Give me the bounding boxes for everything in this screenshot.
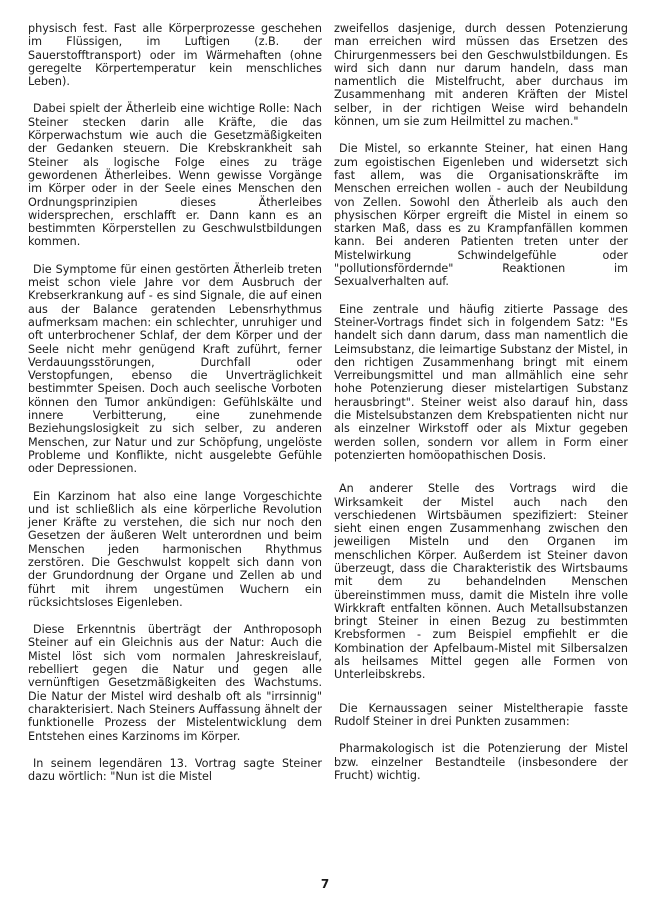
right-column bbox=[334, 22, 628, 796]
paragraph-mistletoe-egoism: Die Mistel, so erkannte Steiner, hat einen Hang zum egoistischen Eigenleben und widersetzt sich fast allem, was die Organisationskräfte im Menschen erreichen wollen - auch der Neubildung von Zellen. Sowohl den Ätherleib als auch den physischen Körper ergreift die Mistel in einem so starken Maß, dass es zu Krampfanfällen kommen kann. Bei anderen Patienten treten unter der Mistelwirkung Schwindelgefühle oder "pollutionsfördernde" Reaktionen im Sexualverhalten auf. bbox=[334, 142, 628, 289]
paragraph-pharmacological: Pharmakologisch ist die Potenzierung der Mistel bzw. einzelner Bestandteile (insbesondere der Frucht) wichtig. bbox=[334, 742, 628, 782]
paragraph-symptoms: Die Symptome für einen gestörten Ätherleib treten meist schon viele Jahre vor dem Ausbruch der Krebserkrankung auf - es sind Signale, die auf einen aus der Balance geratenden Lebensrhythmus aufmerksam machen: ein schlechter, unruhiger und oft unterbrochener Schlaf, der dem Körper und der Seele nicht mehr genügend Kraft zuführt, ferner Verdauungsstörungen, Durchfall oder Verstopfungen, ebenso die Unverträglichkeit bestimmter Speisen. Doch auch seelische Vorboten können den Tumor ankündigen: Gefühlskälte und innere Verbitterung, eine zunehmende Beziehungslosigkeit zu sich selber, zu anderen Menschen, zur Natur und zur Schöpfung, ungelöste Probleme und Konflikte, nicht ausgelebte Gefühle oder Depressionen. bbox=[28, 262, 322, 476]
page-number: 7 bbox=[320, 877, 330, 891]
paragraph-carcinoma: Ein Karzinom hat also eine lange Vorgeschichte und ist schließlich als eine körperliche Revolution jener Kräfte zu verstehen, die sich nur noch den Gesetzen der äußeren Welt unterordnen und beim Menschen jeden harmonischen Rhythmus zerstören. Die Geschwulst koppelt sich dann von der Grundordnung der Organe und Zellen ab und führt mit ihrem ungestümen Wuchern ein rücksichtsloses Eigenleben. bbox=[28, 489, 322, 609]
paragraph-aetherleib: Dabei spielt der Ätherleib eine wichtige Rolle: Nach Steiner stecken darin alle Kräfte, die das Körperwachstum wie auch die Gesetzmäßigkeiten der Gedanken steuern. Die Krebskrankheit sah Steiner als logische Folge eines zu träge gewordenen Ätherleibes. Wenn gewisse Vorgänge im Körper oder in der Seele eines Menschen den Ordnungsprinzipien dieses Ätherleibes widersprechen, erschlafft er. Dann kann es an bestimmten Körperstellen zu Geschwulstbildungen kommen. bbox=[28, 102, 322, 249]
paragraph-host-trees: An anderer Stelle des Vortrags wird die Wirksamkeit der Mistel auch nach den verschiedenen Wirtsbäumen spezifiziert: Steiner sieht einen engen Zusammenhang zwischen den jeweiligen Misteln und den Organen im menschlichen Körper. Außerdem ist Steiner davon überzeugt, dass die Charakteristik des Wirtsbaums mit dem zu behandelnden Menschen übereinstimmen muss, damit die Misteln ihre volle Wirkkraft entfalten können. Auch Metallsubstanzen bringt Steiner in einen Bezug zu bestimmten Krebsformen - zum Beispiel empfiehlt er die Kombination der Apfelbaum-Mistel mit Silbersalzen als heilsames Mittel gegen alle Formen von Unterleibskrebs. bbox=[334, 482, 628, 682]
paragraph-lecture-quote-end: zweifellos dasjenige, durch dessen Potenzierung man erreichen wird müssen das Ersetzen des Chirurgenmessers bei den Geschwulstbildungen. Es wird sich dann nur darum handeln, dass man namentlich die Mistelfrucht, aber durchaus im Zusammenhang mit anderen Kräften der Mistel selber, in der richtigen Weise wird behandeln können, um sie zum Heilmittel zu machen." bbox=[334, 22, 628, 129]
left-column bbox=[28, 22, 322, 797]
paragraph-key-statements: Die Kernaussagen seiner Misteltherapie fasste Rudolf Steiner in drei Punkten zusammen: bbox=[334, 701, 628, 728]
paragraph-lecture-quote-start: In seinem legendären 13. Vortrag sagte Steiner dazu wörtlich: "Nun ist die Mistel bbox=[28, 756, 322, 784]
paragraph-intro-continuation: physisch fest. Fast alle Körperprozesse geschehen im Flüssigen, im Luftigen (z.B. der Sauerstofftransport) oder im Wärmehaften (ohne geregelte Körpertemperatur kein menschliches Leben). bbox=[28, 22, 322, 89]
paragraph-mistletoe-parable: Diese Erkenntnis überträgt der Anthroposoph Steiner auf ein Gleichnis aus der Natur: Auch die Mistel löst sich vom normalen Jahreskreislauf, rebelliert gegen die Natur und gegen alle vernünftigen Gesetzmäßigkeiten des Wachstums. Die Natur der Mistel wird deshalb oft als "irrsinnig" charakterisiert. Nach Steiners Auffassung ähnelt der funktionelle Prozess der Mistelentwicklung dem Entstehen eines Karzinoms im Körper. bbox=[28, 623, 322, 743]
paragraph-central-passage: Eine zentrale und häufig zitierte Passage des Steiner-Vortrags findet sich in folgendem Satz: "Es handelt sich dann darum, dass man namentlich die Leimsubstanz, die leimartige Substanz der Mistel, in den richtigen Zusammenhang bringt mit einem Verreibungsmittel und man allmählich eine sehr hohe Potenzierung dieser mistelartigen Substanz herausbringt". Steiner weist also darauf hin, dass die Mistelsubstanzen dem Krebspatienten nicht nur als einzelner Wirkstoff oder als Mixtur gegeben werden sollen, sondern vor allem in Form einer potenzierten homöopathischen Dosis. bbox=[334, 302, 628, 462]
